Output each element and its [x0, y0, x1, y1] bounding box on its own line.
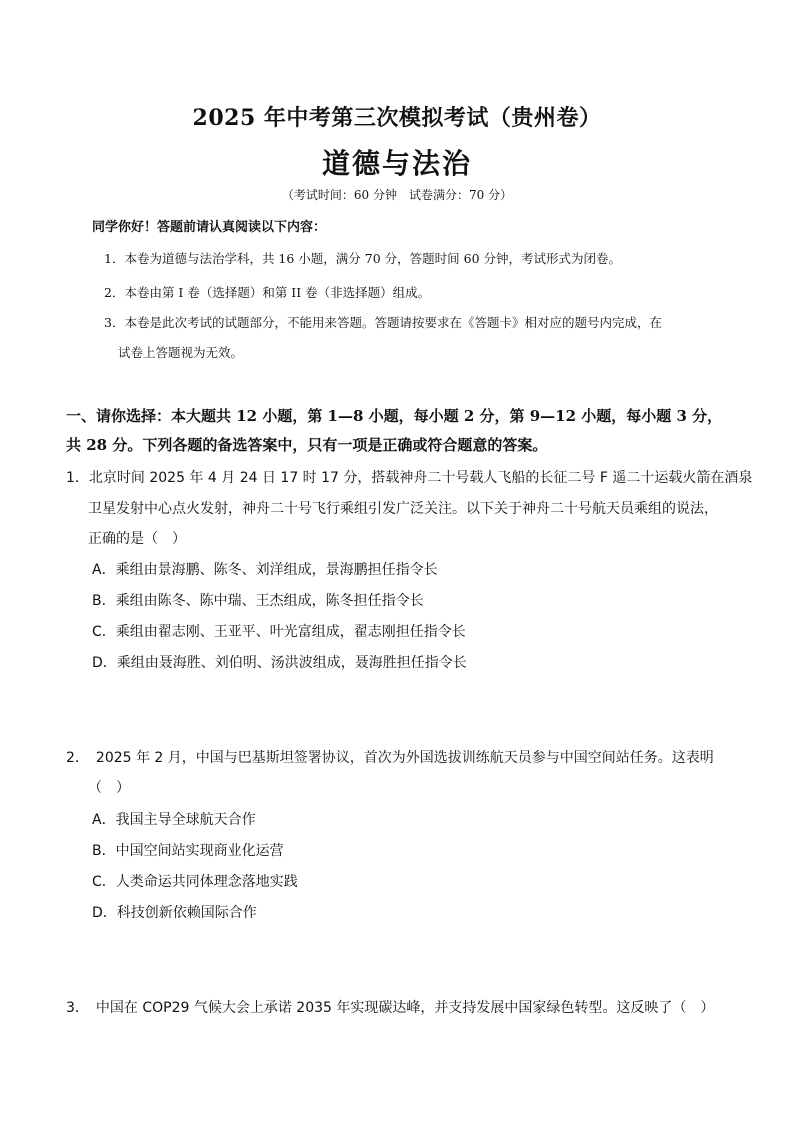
question-1-line3: 正确的是（ ）	[88, 531, 186, 547]
question-2-option-b: B．中国空间站实现商业化运营	[92, 843, 284, 859]
question-1-option-d: D．乘组由聂海胜、刘伯明、汤洪波组成，聂海胜担任指令长	[92, 655, 467, 671]
section-heading-line1: 一、请你选择：本大题共 12 小题，第 1—8 小题，每小题 2 分，第 9—12 小题，每小题 3 分，	[66, 407, 723, 425]
notice-item-3-cont: 试卷上答题视为无效。	[118, 345, 244, 360]
question-1-option-c: C．乘组由翟志刚、王亚平、叶光富组成，翟志刚担任指令长	[92, 624, 466, 640]
notice-item-2: 2．本卷由第 I 卷（选择题）和第 II 卷（非选择题）组成。	[104, 285, 431, 300]
question-2-line1: 2． 2025 年 2 月，中国与巴基斯坦签署协议，首次为外国选拔训练航天员参与中国空间站任务。这表明	[66, 750, 714, 766]
question-2-option-a: A．我国主导全球航天合作	[92, 812, 256, 828]
exam-title: 2025 年中考第三次模拟考试（贵州卷）	[192, 105, 602, 131]
question-2-option-d: D．科技创新依赖国际合作	[92, 905, 257, 921]
notice-item-3: 3．本卷是此次考试的试题部分，不能用来答题。答题请按要求在《答题卡》相对应的题号内完成，在	[104, 315, 662, 330]
question-2-line2: （ ）	[88, 780, 130, 796]
notice-heading: 同学你好！答题前请认真阅读以下内容：	[92, 220, 327, 235]
question-1-option-b: B．乘组由陈冬、陈中瑞、王杰组成，陈冬担任指令长	[92, 593, 424, 609]
notice-item-1: 1．本卷为道德与法治学科，共 16 小题，满分 70 分，答题时间 60 分钟，考试形式为闭卷。	[104, 251, 622, 266]
question-1-line2: 卫星发射中心点火发射，神舟二十号飞行乘组引发广泛关注。以下关于神舟二十号航天员乘组的说法，	[88, 501, 718, 517]
subject-title: 道德与法治	[321, 147, 472, 180]
question-2-option-c: C．人类命运共同体理念落地实践	[92, 874, 298, 890]
question-3-line1: 3． 中国在 COP29 气候大会上承诺 2035 年实现碳达峰，并支持发展中国家绿色转型。这反映了（ ）	[66, 1000, 715, 1016]
exam-meta: （考试时间：60 分钟 试卷满分：70 分）	[281, 188, 513, 202]
section-heading-line2: 共 28 分。下列各题的备选答案中，只有一项是正确或符合题意的答案。	[66, 436, 548, 454]
question-1-line1: 1．北京时间 2025 年 4 月 24 日 17 时 17 分，搭载神舟二十号载人飞船的长征二号 F 遥二十运载火箭在酒泉	[66, 470, 753, 486]
question-1-option-a: A．乘组由景海鹏、陈冬、刘洋组成，景海鹏担任指令长	[92, 562, 438, 578]
